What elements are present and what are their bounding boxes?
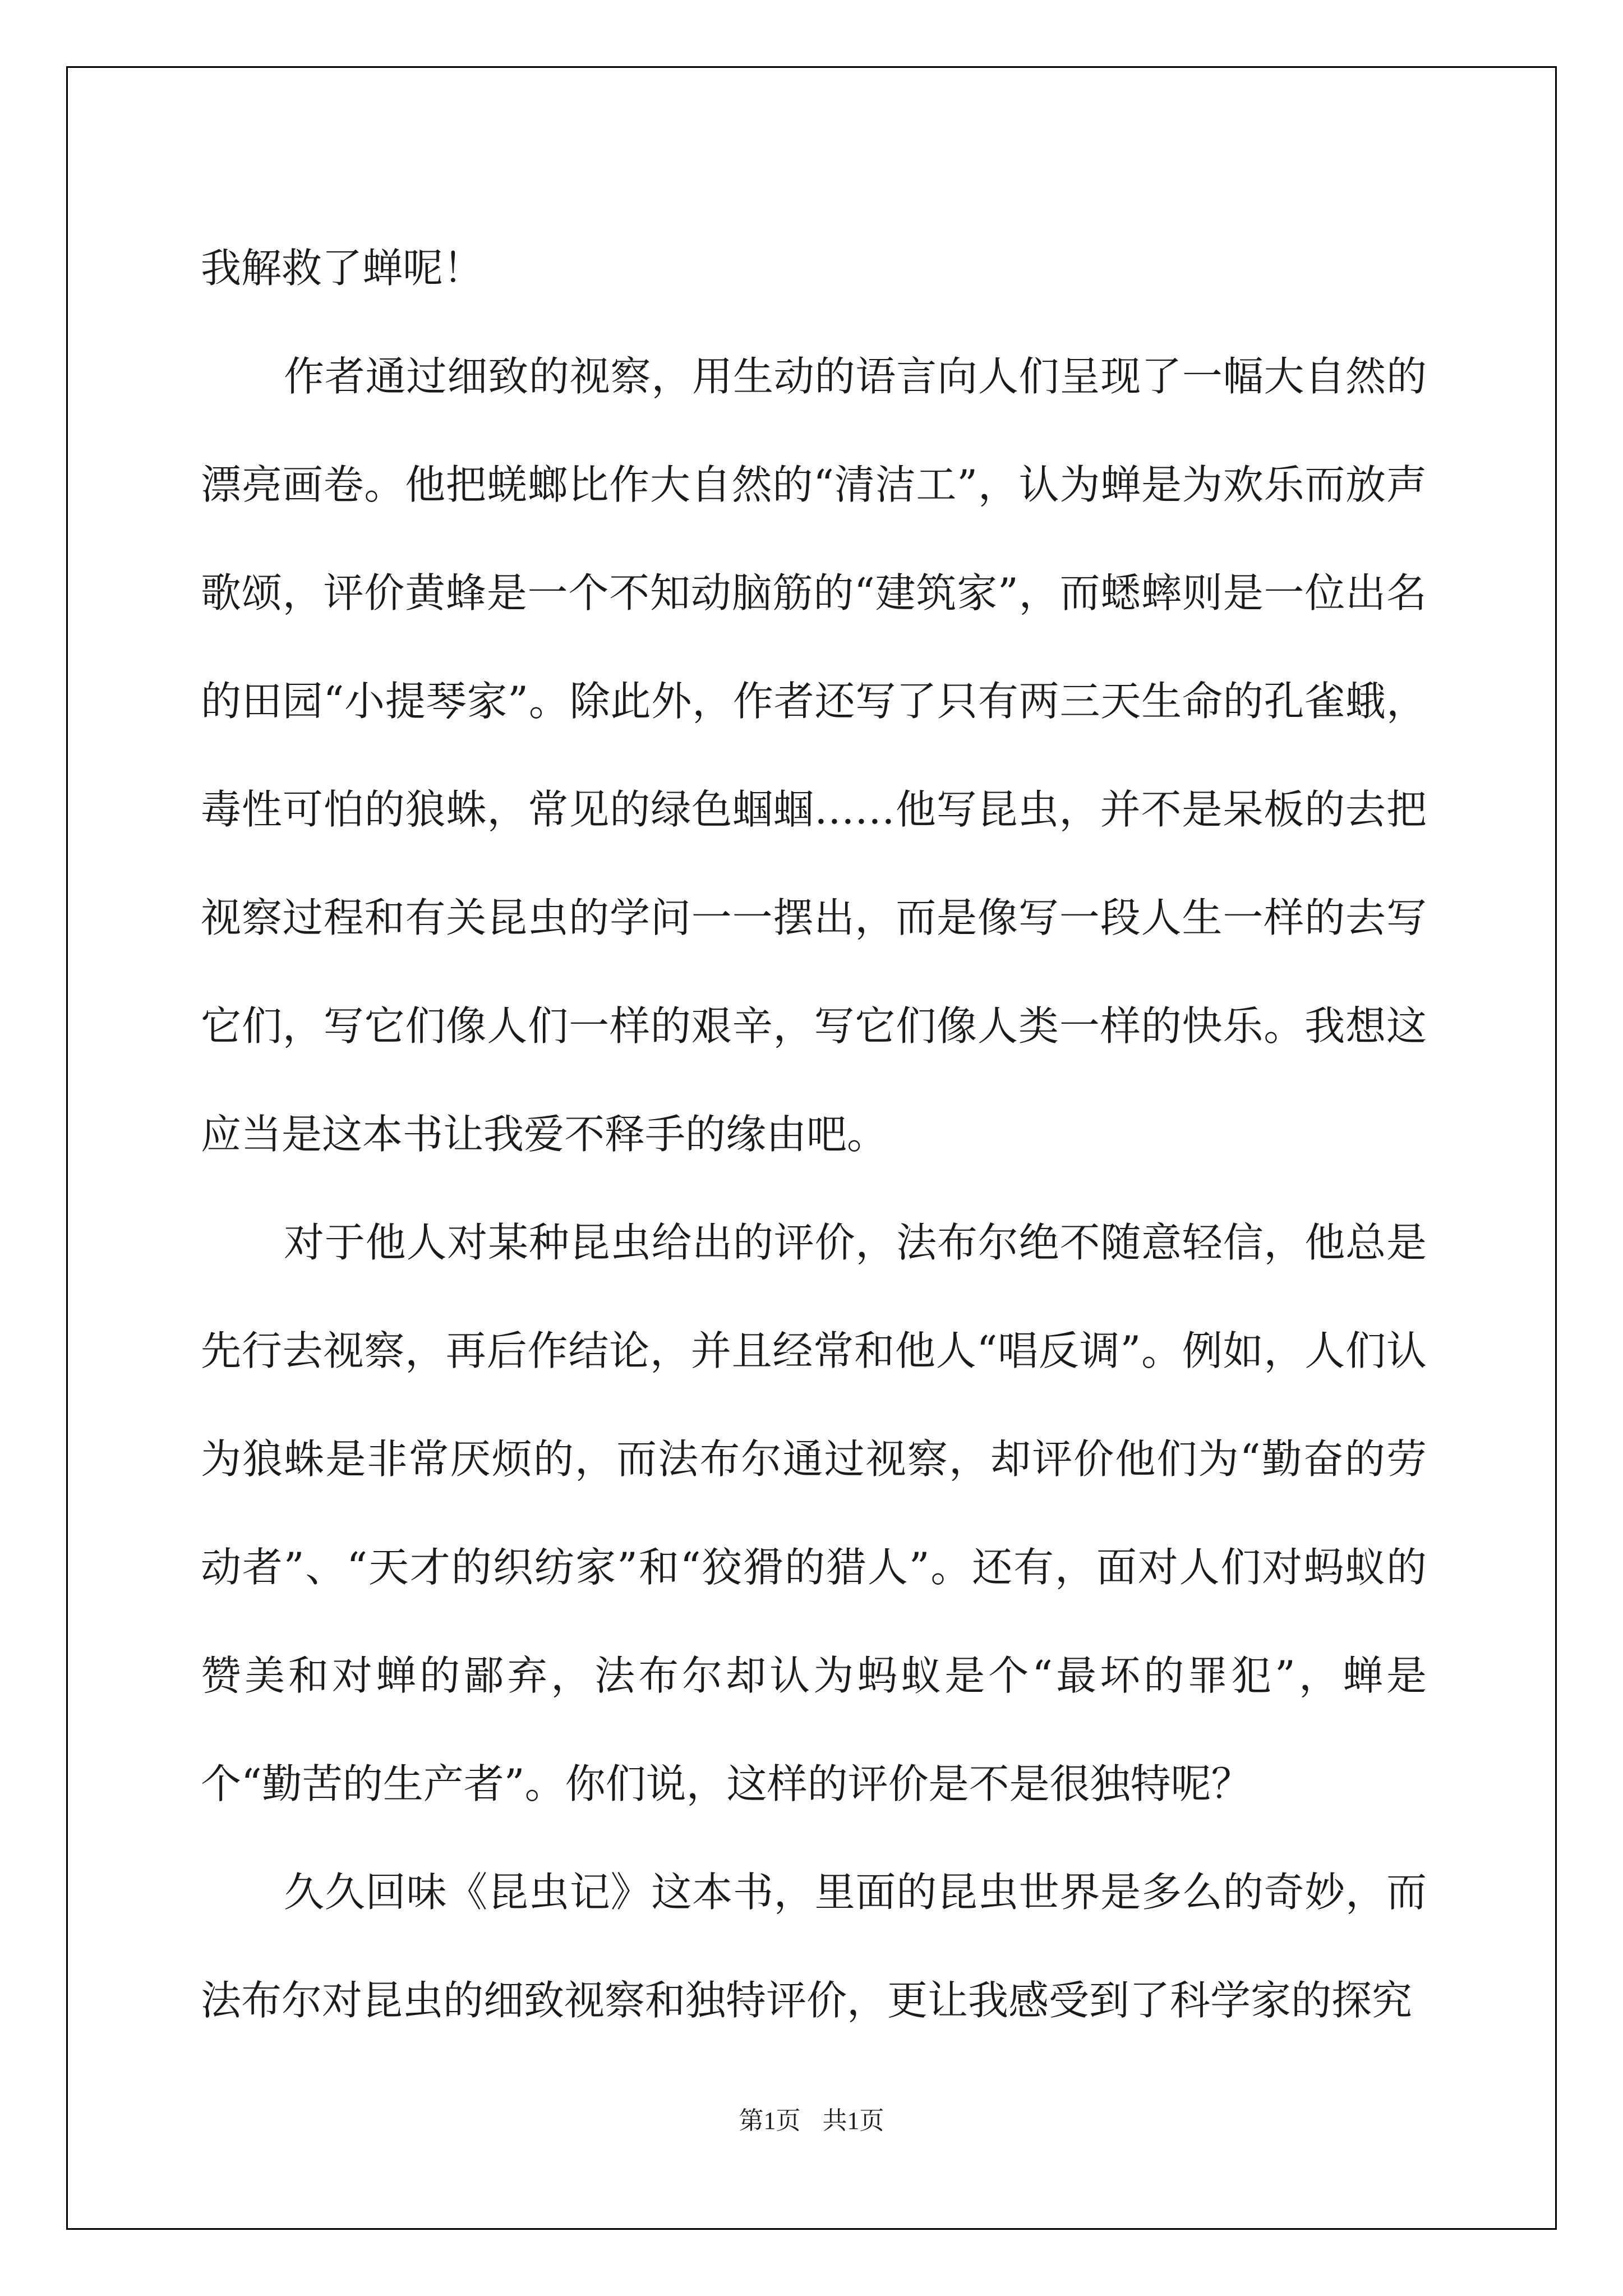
paragraph-4: 久久回味《昆虫记》这本书，里面的昆虫世界是多么的奇妙，而法布尔对昆虫的细致视察和独特评价，更让我感受到了科学家的探究 [201, 1869, 1427, 2024]
paragraph-1: 我解救了蝉呢！ [201, 245, 484, 292]
page-footer [0, 2100, 1623, 2136]
page-number: 第1页 [739, 2107, 801, 2134]
paragraph-2: 作者通过细致的视察，用生动的语言向人们呈现了一幅大自然的漂亮画卷。他把蜣螂比作大自然的“清洁工”，认为蝉是为欢乐而放声歌颂，评价黄蜂是一个不知动脑筋的“建筑家”，而蟋蟀则是一位出名的田园“小提琴家”。除此外，作者还写了只有两三天生命的孔雀蛾，毒性可怕的狼蛛，常见的绿色蝈蝈……他写昆虫，并不是呆板的去把视察过程和有关昆虫的学问一一摆出，而是像写一段人生一样的去写它们，写它们像人们一样的艰辛，写它们像人类一样的快乐。我想这应当是这本书让我爱不释手的缘由吧。 [201, 353, 1427, 1158]
paragraph-3: 对于他人对某种昆虫给出的评价，法布尔绝不随意轻信，他总是先行去视察，再后作结论，并且经常和他人“唱反调”。例如，人们认为狼蛛是非常厌烦的，而法布尔通过视察，却评价他们为“勤奋的劳动者”、“天才的织纺家”和“狡猾的猎人”。还有，面对人们对蚂蚁的赞美和对蝉的鄙弃，法布尔却认为蚂蚁是个“最坏的罪犯”，蝉是个“勤苦的生产者”。你们说，这样的评价是不是很独特呢？ [201, 1219, 1427, 1807]
page-total: 共1页 [822, 2107, 884, 2134]
document-body [201, 214, 1427, 2055]
